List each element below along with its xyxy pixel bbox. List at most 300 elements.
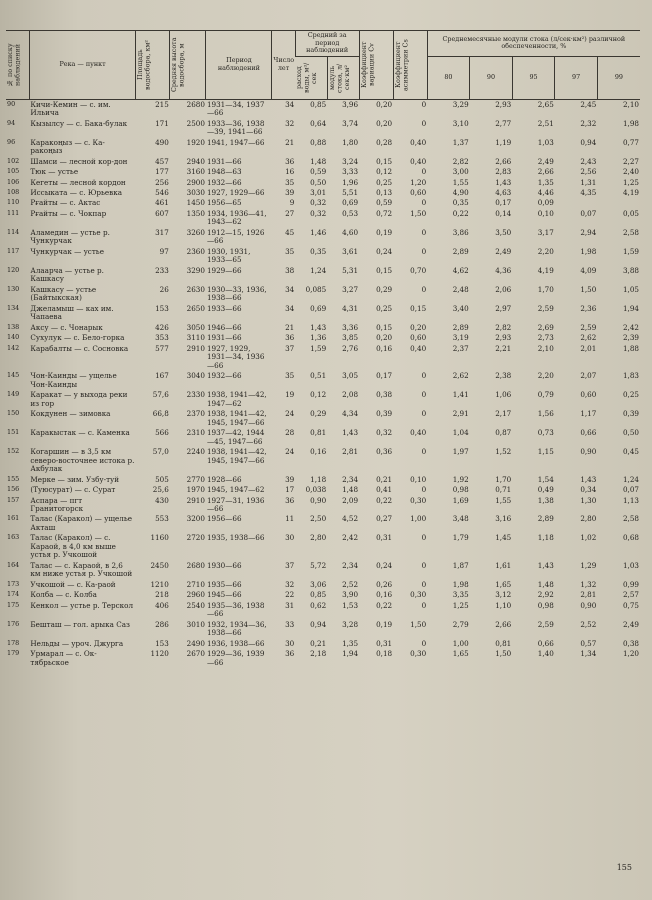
cell-n: 90 [7, 99, 16, 108]
page-number: 155 [616, 863, 632, 872]
header-height: Средняя высота водосбора, м [170, 31, 206, 100]
cell-h: 2770 [186, 474, 205, 484]
cell-q: 0,69 [310, 303, 327, 313]
cell-cs: 0,15 [410, 303, 427, 313]
cell-q: 0,94 [310, 619, 327, 629]
cell-p90: 1,61 [495, 560, 512, 570]
cell-y: 32 [285, 579, 295, 589]
cell-h: 2680 [186, 99, 205, 109]
cell-area: 215 [155, 99, 169, 109]
cell-cv: 0,22 [376, 495, 393, 505]
cell-name: Колба — с. Колба [30, 590, 97, 600]
cell-h: 2900 [186, 177, 205, 187]
cell-h: 2680 [186, 560, 205, 570]
cell-period: 1935—36, 1938—66 [206, 600, 265, 619]
cell-p95: 0,73 [537, 428, 554, 438]
cell-n: 163 [7, 533, 20, 542]
cell-n: 149 [7, 390, 20, 399]
cell-cv: 0,39 [376, 409, 393, 419]
cell-q: 0,12 [310, 390, 327, 400]
cell-n: 161 [7, 514, 20, 523]
cell-h: 3030 [186, 188, 205, 197]
cell-name: Когаршин — в 3,5 км северо-восточнее истока р. Акбулак [30, 447, 135, 474]
cell-area: 167 [155, 371, 169, 381]
cell-m: 3,05 [342, 371, 359, 381]
cell-name: Чункурчак — устье [30, 246, 104, 256]
cell-m: 3,33 [342, 167, 359, 177]
cell-q: 1,46 [310, 227, 327, 237]
cell-name: Нельды — уроч. Джурга [30, 638, 124, 648]
cell-cs: 0 [421, 638, 427, 648]
cell-area: 505 [155, 474, 169, 484]
cell-p90: 1,10 [495, 600, 512, 610]
cell-n: 155 [7, 474, 20, 483]
cell-p97: 0,66 [580, 428, 597, 438]
cell-h: 3110 [186, 333, 205, 343]
cell-y: 37 [285, 560, 295, 570]
cell-p90: 0,87 [495, 428, 512, 438]
table-row [6, 285, 640, 304]
cell-h: 1920 [186, 137, 205, 147]
cell-p80: 1,37 [452, 137, 469, 147]
table-row [6, 344, 640, 371]
cell-m: 3,27 [342, 284, 359, 294]
cell-h: 2630 [186, 284, 205, 294]
cell-p90: 0,17 [495, 198, 512, 208]
cell-cv: 0,20 [376, 118, 393, 128]
cell-p90: 2,17 [495, 409, 512, 419]
header-years: Число лет [272, 31, 295, 100]
cell-p80: 2,82 [452, 156, 469, 166]
cell-h: 2500 [186, 118, 205, 128]
cell-y: 24 [285, 447, 295, 457]
cell-cs: 0 [421, 579, 427, 589]
cell-y: 27 [285, 208, 295, 218]
cell-p80: 3,19 [452, 333, 469, 343]
cell-q: 2,18 [310, 649, 327, 659]
cell-p90: 3,12 [495, 590, 512, 600]
cell-name: Иссыката — с. Юрьевка [30, 188, 122, 197]
cell-n: 94 [7, 118, 16, 127]
cell-period: 1934, 1936—41, 1943—62 [206, 208, 267, 227]
cell-m: 2,34 [342, 560, 359, 570]
cell-p80: 4,90 [452, 188, 469, 197]
cell-p95: 0,10 [537, 208, 554, 218]
cell-cs: 0,40 [410, 428, 427, 438]
cell-h: 3290 [186, 265, 205, 275]
cell-y: 36 [285, 649, 295, 659]
cell-period: 1931—66 [206, 333, 242, 343]
cell-p99: 2,40 [622, 167, 639, 177]
cell-p80: 1,25 [452, 600, 469, 610]
cell-n: 134 [7, 303, 20, 312]
cell-name: Аламедин — устье р. Чункурчак [30, 227, 110, 246]
cell-p99: 0,50 [622, 428, 639, 438]
cell-cs: 0,30 [410, 590, 427, 600]
cell-q: 1,59 [310, 343, 327, 353]
cell-p99: 1,94 [622, 303, 639, 313]
cell-m: 2,34 [342, 474, 359, 484]
cell-p97: 2,81 [580, 590, 597, 600]
cell-cs: 1,00 [410, 514, 427, 524]
cell-p80: 3,29 [452, 99, 469, 109]
table-row [6, 601, 640, 620]
table-row [6, 475, 640, 485]
cell-name: Талас — с. Карaой, в 2,6 км ниже устья р. Учкошой [30, 560, 133, 579]
cell-p95: 2,92 [537, 590, 554, 600]
cell-p97: 1,43 [580, 474, 597, 484]
cell-m: 3,96 [342, 99, 359, 109]
cell-n: 138 [7, 322, 20, 331]
cell-m: 4,34 [342, 409, 359, 419]
cell-q: 0,085 [305, 284, 327, 294]
cell-p90: 2,38 [495, 371, 512, 381]
cell-p80: 0,98 [452, 485, 469, 495]
cell-area: 256 [155, 177, 169, 187]
cell-n: 142 [7, 343, 20, 352]
table-row [6, 639, 640, 649]
cell-y: 37 [285, 343, 295, 353]
cell-p80: 2,62 [452, 371, 469, 381]
cell-p95: 1,48 [537, 579, 554, 589]
cell-y: 36 [285, 495, 295, 505]
cell-area: 546 [155, 188, 169, 197]
cell-q: 3,06 [310, 579, 327, 589]
cell-n: 110 [7, 198, 20, 207]
cell-period: 1932—66 [206, 177, 242, 187]
cell-p99: 0,68 [622, 533, 639, 543]
cell-p95: 2,89 [537, 514, 554, 524]
cell-h: 2670 [186, 649, 205, 659]
cell-name: Кичи-Кемин — с. им. Ильича [30, 99, 111, 118]
cell-n: 150 [7, 409, 20, 418]
table-body [6, 99, 640, 668]
cell-p95: 1,56 [537, 409, 554, 419]
cell-p99: 1,24 [622, 474, 639, 484]
table-row [6, 266, 640, 285]
cell-n: 156 [7, 485, 20, 494]
cell-area: 2450 [150, 560, 169, 570]
cell-name: Джеламыш — ках им. Чапаева [30, 303, 114, 322]
cell-cv: 0,19 [376, 619, 393, 629]
table-row [6, 428, 640, 447]
cell-area: 426 [155, 322, 169, 332]
cell-q: 1,18 [310, 474, 327, 484]
cell-h: 2370 [186, 409, 205, 419]
cell-q: 2,50 [310, 514, 327, 524]
cell-y: 34 [285, 99, 295, 109]
cell-p80: 1,79 [452, 533, 469, 543]
cell-h: 2490 [186, 638, 205, 648]
cell-area: 66,8 [152, 409, 169, 419]
cell-period: 1930, 1931, 1933—65 [206, 246, 251, 265]
cell-p97: 2,43 [580, 156, 597, 166]
runoff-table [6, 30, 640, 668]
cell-m: 2,76 [342, 343, 359, 353]
cell-period: 1956—66 [206, 514, 242, 524]
cell-p97: 0,60 [580, 390, 597, 400]
cell-cs: 0 [421, 227, 427, 237]
cell-period: 1956—65 [206, 198, 242, 208]
cell-p90: 2,21 [495, 343, 512, 353]
cell-cv: 0,25 [376, 303, 393, 313]
cell-p90: 2,66 [495, 619, 512, 629]
table-row [6, 178, 640, 188]
cell-name: Каракоңыз — с. Ка-ракоңыз [30, 137, 105, 156]
cell-cv: 0,18 [376, 649, 393, 659]
cell-cv: 0,22 [376, 600, 393, 610]
cell-cv: 0,31 [376, 533, 393, 543]
cell-p99: 0,38 [622, 638, 639, 648]
header-period: Период наблюдений [206, 31, 272, 100]
cell-cv: 0,24 [376, 246, 393, 256]
cell-p95: 2,59 [537, 619, 554, 629]
cell-area: 97 [159, 246, 169, 256]
cell-m: 3,36 [342, 322, 359, 332]
cell-cs: 1,20 [410, 177, 427, 187]
cell-q: 0,16 [310, 447, 327, 457]
cell-area: 171 [155, 118, 169, 128]
table-row [6, 409, 640, 428]
cell-p97: 2,94 [580, 227, 597, 237]
cell-n: 151 [7, 428, 20, 437]
cell-cs: 0,30 [410, 649, 427, 659]
table-row [6, 198, 640, 208]
cell-p90: 2,83 [495, 167, 512, 177]
cell-period: 1938, 1941—42, 1945, 1947—66 [206, 409, 267, 427]
cell-h: 3010 [186, 619, 205, 629]
cell-h: 1350 [186, 208, 205, 218]
cell-p95: 1,15 [537, 447, 554, 457]
cell-p97: 2,01 [580, 343, 597, 353]
cell-area: 353 [155, 333, 169, 343]
cell-n: 96 [7, 137, 16, 146]
cell-q: 0,32 [310, 208, 327, 218]
cell-p99: 0,45 [622, 447, 639, 457]
cell-y: 17 [285, 485, 295, 495]
cell-p80: 0,35 [452, 198, 469, 208]
cell-p95: 1,03 [537, 137, 554, 147]
cell-h: 2240 [186, 447, 205, 457]
cell-p80: 0,22 [452, 208, 469, 218]
cell-cv: 0,25 [376, 177, 393, 187]
cell-q: 0,51 [310, 371, 327, 381]
cell-y: 35 [285, 177, 295, 187]
header-cv: Коэффициент вариации Cv [359, 31, 393, 100]
cell-name: Сухулук — с. Бело-горка [30, 333, 125, 343]
cell-name: Алаарча — устье р. Кашкасу [30, 265, 104, 284]
cell-h: 3260 [186, 227, 205, 237]
cell-p97: 2,36 [580, 303, 597, 313]
table-row [6, 485, 640, 495]
header-mean-group: Средний за период наблюдений [295, 31, 359, 57]
cell-p80: 4,62 [452, 265, 469, 275]
cell-cv: 0,15 [376, 322, 393, 332]
cell-cs: 0 [421, 600, 427, 610]
header-p95: 95 [512, 56, 555, 99]
cell-cv: 0,41 [376, 485, 393, 495]
cell-y: 9 [289, 198, 295, 208]
cell-p97: 0,07 [580, 208, 597, 218]
cell-p97: 1,50 [580, 284, 597, 294]
cell-m: 0,69 [342, 198, 359, 208]
cell-p90: 0,14 [495, 208, 512, 218]
cell-y: 19 [285, 390, 295, 400]
cell-p99: 2,27 [622, 156, 639, 166]
table-row [6, 390, 640, 409]
cell-p80: 3,10 [452, 118, 469, 128]
cell-p80: 3,00 [452, 167, 469, 177]
cell-p97: 0,90 [580, 447, 597, 457]
cell-cs: 0 [421, 390, 427, 400]
cell-period: 1928—66 [206, 474, 242, 484]
cell-p99: 0,25 [622, 390, 639, 400]
cell-p95: 1,40 [537, 649, 554, 659]
table-row [6, 620, 640, 639]
cell-p99: 0,77 [622, 137, 639, 147]
cell-p99: 0,39 [622, 409, 639, 419]
table-header [6, 31, 640, 100]
cell-cv: 0,36 [376, 447, 393, 457]
cell-q: 0,64 [310, 118, 327, 128]
cell-h: 2910 [186, 343, 205, 353]
cell-q: 0,62 [310, 600, 327, 610]
cell-p90: 1,45 [495, 533, 512, 543]
table-row [6, 533, 640, 560]
cell-area: 553 [155, 514, 169, 524]
cell-cv: 0,12 [376, 167, 393, 177]
cell-period: 1933—36, 1938—39, 1941—66 [206, 118, 265, 137]
table-row [6, 333, 640, 343]
cell-m: 2,52 [342, 579, 359, 589]
cell-p97: 0,34 [580, 485, 597, 495]
cell-y: 30 [285, 533, 295, 543]
cell-p99: 2,39 [622, 333, 639, 343]
cell-name: Рғайты — с. Актас [30, 198, 101, 208]
cell-p90: 2,93 [495, 99, 512, 109]
cell-n: 120 [7, 265, 20, 274]
table-row [6, 561, 640, 580]
cell-p80: 1,00 [452, 638, 469, 648]
cell-p97: 2,80 [580, 514, 597, 524]
cell-cs: 0 [421, 371, 427, 381]
cell-p95: 2,69 [537, 322, 554, 332]
cell-p99: 2,49 [622, 619, 639, 629]
cell-m: 3,90 [342, 590, 359, 600]
cell-h: 1970 [186, 485, 205, 495]
cell-name: Кашкасу — устье (Байтыкская) [30, 284, 97, 303]
cell-area: 177 [155, 167, 169, 177]
cell-y: 38 [285, 265, 295, 275]
cell-m: 3,61 [342, 246, 359, 256]
cell-name: Каракат — у выхода реки из гор [30, 390, 128, 408]
cell-p95: 2,49 [537, 156, 554, 166]
cell-p95: 0,98 [537, 600, 554, 610]
cell-p95: 2,51 [537, 118, 554, 128]
cell-name: Тюк — устье [30, 167, 79, 177]
cell-p97: 0,57 [580, 638, 597, 648]
cell-cv: 0,16 [376, 590, 393, 600]
cell-area: 317 [155, 227, 169, 237]
cell-area: 153 [155, 638, 169, 648]
cell-p95: 2,65 [537, 99, 554, 109]
cell-name: Талас (Каракол) — с. Карaой, в 4,0 км выше устья р. Учкошой [30, 533, 116, 560]
cell-p99: 1,88 [622, 343, 639, 353]
cell-m: 2,42 [342, 533, 359, 543]
cell-m: 1,35 [342, 638, 359, 648]
cell-cs: 0 [421, 409, 427, 419]
cell-p99: 1,03 [622, 560, 639, 570]
cell-p99 [597, 198, 640, 208]
cell-n: 178 [7, 638, 20, 647]
cell-cv: 0,28 [376, 137, 393, 147]
cell-m: 4,60 [342, 227, 359, 237]
header-p97: 97 [555, 56, 598, 99]
cell-p90: 1,43 [495, 177, 512, 187]
cell-p95: 4,46 [537, 188, 554, 197]
cell-p99: 2,42 [622, 322, 639, 332]
cell-h: 2710 [186, 579, 205, 589]
cell-n: 164 [7, 560, 20, 569]
cell-y: 28 [285, 428, 295, 438]
cell-y: 34 [285, 303, 295, 313]
cell-h: 1450 [186, 198, 205, 208]
cell-p95: 2,73 [537, 333, 554, 343]
cell-area: 577 [155, 343, 169, 353]
cell-q: 0,21 [310, 638, 327, 648]
cell-p90: 2,06 [495, 284, 512, 294]
cell-p97: 1,30 [580, 495, 597, 505]
cell-p97: 1,31 [580, 177, 597, 187]
cell-p99: 0,05 [622, 208, 639, 218]
cell-period: 1945—66 [206, 590, 242, 600]
cell-p99: 1,83 [622, 371, 639, 381]
cell-name: Карабалты — с. Сосновка [30, 343, 129, 353]
cell-p80: 2,89 [452, 322, 469, 332]
table-row [6, 580, 640, 590]
cell-p97: 2,07 [580, 371, 597, 381]
cell-y: 11 [285, 514, 295, 524]
cell-cv: 0,17 [376, 371, 393, 381]
table-row [6, 167, 640, 177]
cell-p99: 2,58 [622, 227, 639, 237]
table-row [6, 649, 640, 668]
cell-p95: 2,20 [537, 371, 554, 381]
cell-cs: 0,30 [410, 495, 427, 505]
cell-p99: 1,59 [622, 246, 639, 256]
cell-p97: 4,35 [580, 188, 597, 197]
table-row [6, 99, 640, 118]
table-row [6, 590, 640, 600]
cell-cs: 0,60 [410, 333, 427, 343]
cell-cv: 0,27 [376, 514, 393, 524]
cell-m: 2,08 [342, 390, 359, 400]
header-river: Река — пункт [29, 31, 135, 100]
cell-p95: 1,38 [537, 495, 554, 505]
cell-h: 3200 [186, 514, 205, 524]
cell-n: 140 [7, 333, 20, 342]
cell-p90: 0,71 [495, 485, 512, 495]
cell-period: 1927, 1929, 1931—34, 1936—66 [206, 343, 265, 370]
cell-y: 32 [285, 118, 295, 128]
cell-cv: 0,15 [376, 265, 393, 275]
cell-q: 0,32 [310, 198, 327, 208]
cell-area: 26 [159, 284, 169, 294]
cell-n: 130 [7, 284, 20, 293]
cell-h: 3160 [186, 167, 205, 177]
cell-area: 153 [155, 303, 169, 313]
cell-y: 36 [285, 156, 295, 166]
